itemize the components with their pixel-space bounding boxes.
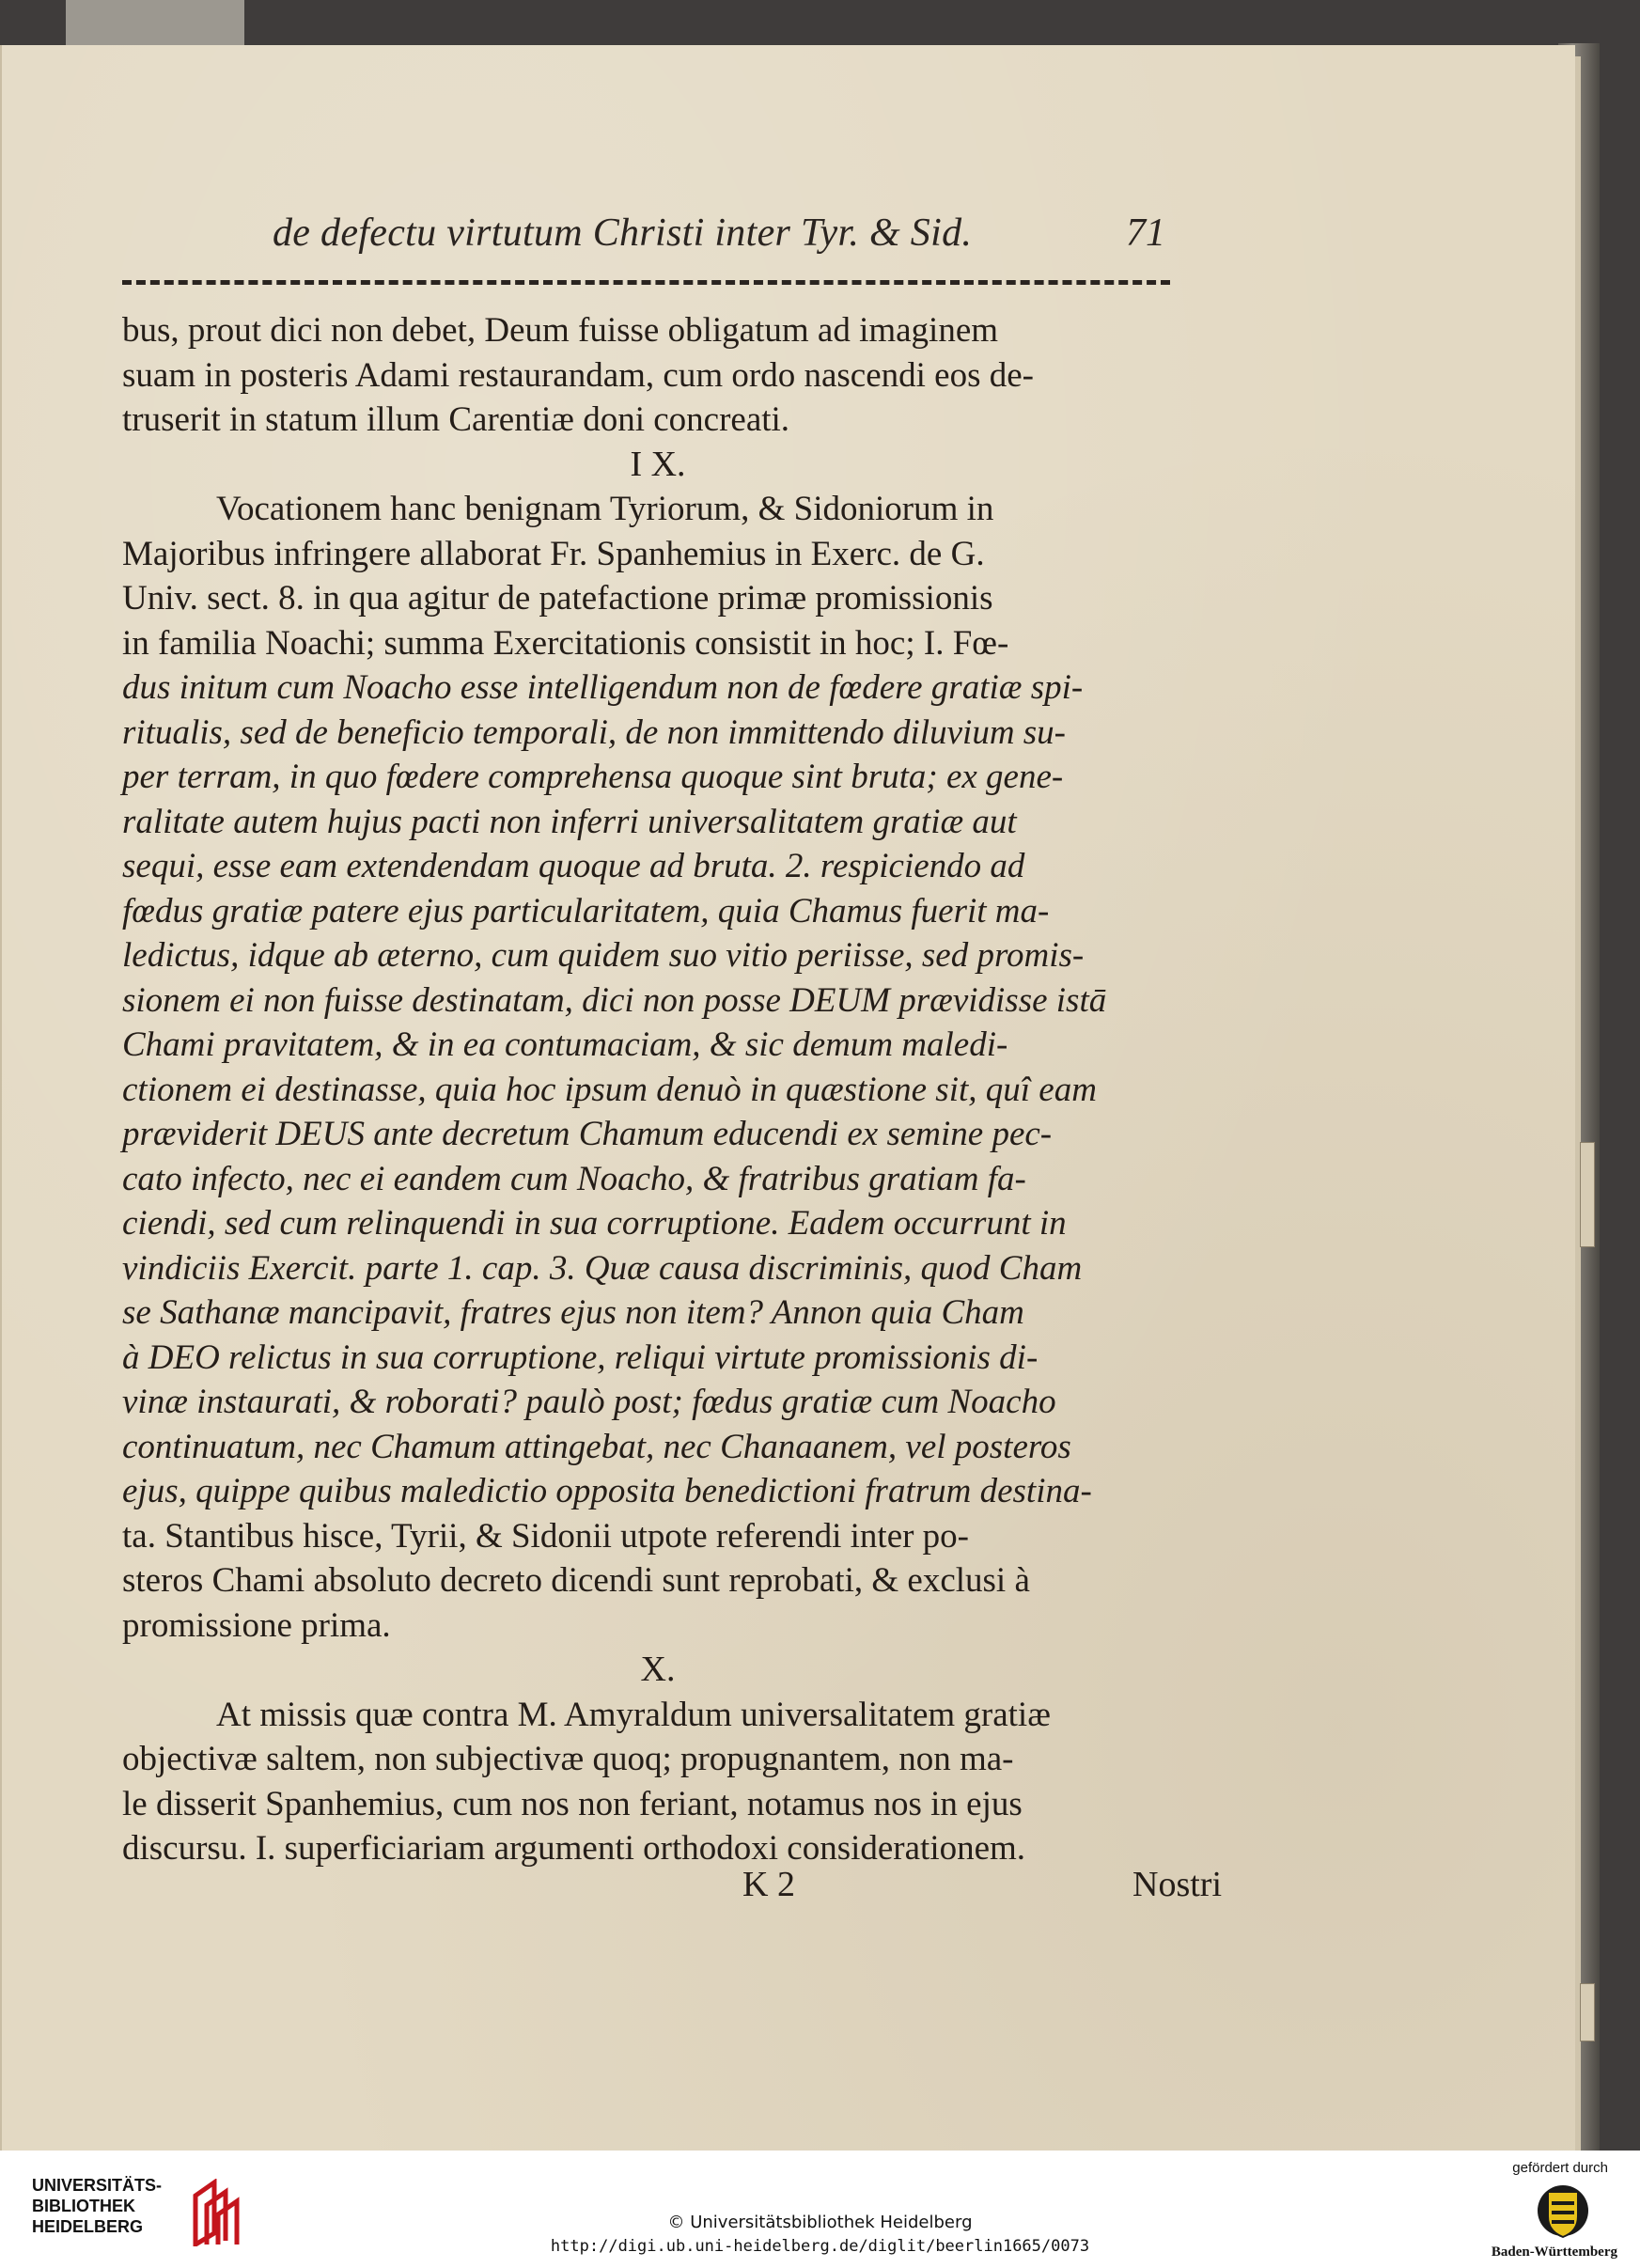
section-heading: X. <box>640 1650 676 1689</box>
signature-mark: K 2 <box>742 1865 795 1904</box>
text-line: Majoribus infringere allaborat Fr. Spanhemius in Exerc. de G. <box>122 534 985 573</box>
text-line: in familia Noachi; summa Exercitationis consistit in hoc; I. Fœ- <box>122 623 1009 663</box>
text-line: sequi, esse eam extendendam quoque ad bruta. 2. respiciendo ad <box>122 847 1025 885</box>
book-page <box>0 45 1575 2151</box>
text-line: Vocationem hanc benignam Tyriorum, & Sidoniorum in <box>216 490 994 528</box>
sponsor-label: gefördert durch <box>1512 2160 1608 2176</box>
text-line: promissione prima. <box>122 1605 391 1645</box>
text-line: At missis quæ contra M. Amyraldum universalitatem gratiæ <box>216 1695 1051 1734</box>
library-name: UNIVERSITÄTS- BIBLIOTHEK HEIDELBERG <box>32 2176 163 2236</box>
text-line: fœdus gratiæ patere ejus particularitatem, quia Chamus fuerit ma- <box>122 891 1050 931</box>
text-line: se Sathanæ mancipavit, fratres ejus non item? Annon quia Cham <box>122 1293 1024 1332</box>
header-rule <box>122 280 1170 285</box>
viewer-footer <box>0 2151 1640 2268</box>
sponsor-name: Baden-Württemberg <box>1491 2245 1617 2260</box>
text-line: ledictus, idque ab æterno, cum quidem suo vitio periisse, sed promis- <box>122 936 1085 975</box>
text-line: ciendi, sed cum relinquendi in sua corruptione. Eadem occurrunt in <box>122 1204 1067 1243</box>
text-line: continuatum, nec Chamum attingebat, nec Chanaanem, vel posteros <box>122 1427 1071 1466</box>
text-line: dus initum cum Noacho esse intelligendum non de fœdere gratiæ spi- <box>122 668 1084 707</box>
text-line: steros Chami absoluto decreto dicendi sunt reprobati, & exclusi à <box>122 1561 1030 1600</box>
page-number: 71 <box>1126 211 1165 255</box>
text-line: Univ. sect. 8. in qua agitur de patefactione primæ promissionis <box>122 579 993 618</box>
page-header <box>273 211 1194 267</box>
text-line: vindiciis Exercit. parte 1. cap. 3. Quæ causa discriminis, quod Cham <box>122 1248 1083 1288</box>
text-line: ta. Stantibus hisce, Tyrii, & Sidonii utpote referendi inter po- <box>122 1516 970 1556</box>
text-line: ralitate autem hujus pacti non inferri universalitatem gratiæ aut <box>122 802 1017 841</box>
text-line: per terram, in quo fœdere comprehensa quoque sint bruta; ex gene- <box>122 758 1064 796</box>
text-line: cato infecto, nec ei eandem cum Noacho, & fratribus gratiam fa- <box>122 1159 1026 1198</box>
text-line: ctionem ei destinasse, quia hoc ipsum denuò in quæstione sit, quî eam <box>122 1070 1097 1109</box>
text-line: præviderit DEUS ante decretum Chamum educendi ex semine pec- <box>122 1115 1053 1153</box>
text-line: le disserit Spanhemius, cum nos non feriant, notamus nos in ejus <box>122 1784 1023 1823</box>
coat-of-arms-icon <box>1535 2179 1591 2241</box>
text-line: suam in posteris Adami restaurandam, cum ordo nascendi eos de- <box>122 355 1034 395</box>
text-line: truserit in statum illum Carentiæ doni concreati. <box>122 400 790 439</box>
text-line: ejus, quippe quibus maledictio opposita benedictioni fratrum destina- <box>122 1472 1092 1510</box>
permalink[interactable]: http://digi.ub.uni-heidelberg.de/diglit/beerlin1665/0073 <box>550 2237 1090 2256</box>
page-tab <box>1580 1142 1595 1247</box>
text-line: discursu. I. superficiariam argumenti orthodoxi considerationem. <box>122 1829 1026 1868</box>
text-line: ritualis, sed de beneficio temporali, de non immittendo diluvium su- <box>122 712 1067 752</box>
text-line: Chami pravitatem, & in ea contumaciam, & sic demum maledi- <box>122 1025 1008 1064</box>
body-text <box>122 308 1194 1871</box>
corner-tab <box>66 0 244 50</box>
copyright-notice: © Universitätsbibliothek Heidelberg <box>667 2213 973 2232</box>
catchline <box>122 1864 1222 1911</box>
text-line: bus, prout dici non debet, Deum fuisse obligatum ad imaginem <box>122 311 999 350</box>
text-line: sionem ei non fuisse destinatam, dici non posse DEUM prævidisse istā <box>122 980 1107 1020</box>
page-tab <box>1580 1983 1595 2041</box>
section-heading: I X. <box>630 444 686 484</box>
text-line: objectivæ saltem, non subjectivæ quoq; propugnantem, non ma- <box>122 1740 1014 1778</box>
catchword: Nostri <box>1132 1865 1222 1904</box>
text-line: à DEO relictus in sua corruptione, reliqui virtute promissionis di- <box>122 1337 1039 1377</box>
running-title: de defectu virtutum Christi inter Tyr. & Sid. <box>273 211 973 255</box>
text-line: vinæ instaurati, & roborati? paulò post; fœdus gratiæ cum Noacho <box>122 1383 1056 1421</box>
